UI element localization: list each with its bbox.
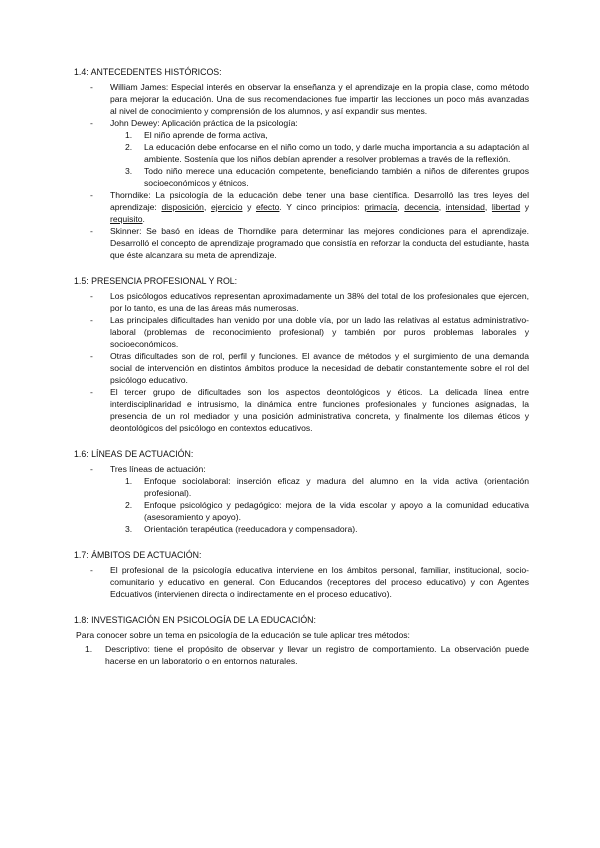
list-item: - El tercer grupo de dificultades son los aspectos deontológicos y éticos. La delicada línea entre interdisciplinaridad e intrusismo, la dinámica entre funciones profesionales y funciones asignadas, la presencia de un rol mediador y una posición administrativa concreta, y finalmente los dilemas éticos y deontológicos del psicólogo en contextos educativos. [74, 386, 529, 434]
item-number: 3. [125, 524, 133, 534]
numbered-item [74, 643, 529, 667]
item-number: 2. [125, 142, 133, 152]
item-text: Enfoque psicológico y pedagógico: mejora de la vida escolar y apoyo a la comunidad educativa (asesoramiento y apoyo). [144, 500, 529, 522]
lead-text: Tres líneas de actuación: [110, 464, 206, 474]
section-title: 1.4: ANTECEDENTES HISTÓRICOS: [74, 67, 222, 77]
list-item: - Las principales dificultades han venido por una doble vía, por un lado las relativas al estatus administrativo-laboral (problemas de reconocimiento profesional) y también por puros problemas laborales y socioeconómicos. [74, 314, 529, 350]
list-item [74, 463, 529, 535]
thorndike-text: Thorndike: La psicología de la educación debe tener una base científica. Desarrolló las tres leyes del aprendizaje: [110, 190, 529, 212]
numbered-item [110, 129, 529, 141]
item-number: 3. [125, 166, 133, 176]
item-text: Todo niño merece una educación competente, beneficiando también a niños de diferentes grupos socioeconómicos y étnicos. [144, 166, 529, 188]
section-title: 1.7: ÁMBITOS DE ACTUACIÓN: [74, 550, 202, 560]
bullet-list [74, 463, 529, 535]
item-number: 1. [125, 476, 133, 486]
list-item: - Los psicólogos educativos representan aproximadamente un 38% del total de los profesionales que ejercen, por lo tanto, es una de las áreas más numerosas. [74, 290, 529, 314]
numbered-item [110, 165, 529, 189]
dewey-text: John Dewey: Aplicación práctica de la psicología: [110, 118, 298, 128]
section-presencia [74, 275, 529, 434]
law-disposicion: disposición [161, 202, 204, 212]
thorndike-text-2: . Y cinco principios: [279, 202, 365, 212]
bullet-list [74, 564, 529, 600]
principle-primacia: primacía [364, 202, 398, 212]
bullet-list [74, 290, 529, 434]
law-ejercicio: ejercicio [210, 202, 243, 212]
numbered-list [110, 475, 529, 535]
list-item: - El profesional de la psicología educativa interviene en los ámbitos personal, familiar, institucional, socio-comunitario y educativo en general. Con Educandos (receptores del proceso educativo) y con Agentes Edcuativos (intervienen directa o indirectamente en el proceso educativo). [74, 564, 529, 600]
numbered-item [110, 523, 529, 535]
intro-text: Para conocer sobre un tema en psicología de la educación se tule aplicar tres métodos: [76, 630, 410, 640]
numbered-item [110, 475, 529, 499]
section-title: 1.5: PRESENCIA PROFESIONAL Y ROL: [74, 276, 238, 286]
item-text: Descriptivo: tiene el propósito de observar y llevar un registro de comportamiento. La observación puede hacerse en un laboratorio o en entornos naturales. [105, 644, 529, 666]
section-ambitos [74, 549, 529, 600]
list-item-skinner [74, 225, 529, 261]
item-number: 2. [125, 500, 133, 510]
section-title: 1.8: INVESTIGACIÓN EN PSICOLOGÍA DE LA EDUCACIÓN: [74, 615, 316, 625]
item-number: 1. [85, 644, 93, 654]
item-text: Orientación terapéutica (reeducadora y compensadora). [144, 524, 358, 534]
principle-decencia: decencia [404, 202, 439, 212]
list-item: - Otras dificultades son de rol, perfil y funciones. El avance de métodos y el surgimiento de una demanda social de intervención en distintos ámbitos produce la necesidad de debatir constantemente sobre el rol del psicólogo educativo. [74, 350, 529, 386]
list-item-james [74, 81, 529, 117]
numbered-list [110, 129, 529, 189]
bullet-list [74, 81, 529, 261]
principle-intensidad: intensidad [445, 202, 485, 212]
item-text: Enfoque sociolaboral: inserción eficaz y madura del alumno en la vida activa (orientación profesional). [144, 476, 529, 498]
item-text: El niño aprende de forma activa, [144, 130, 268, 140]
principle-requisito: requisito [110, 214, 143, 224]
law-efecto: efecto [255, 202, 280, 212]
numbered-list [74, 643, 529, 667]
principle-libertad: libertad [491, 202, 521, 212]
numbered-item [110, 141, 529, 165]
numbered-item [110, 499, 529, 523]
skinner-text: Skinner: Se basó en ideas de Thorndike para determinar las mejores condiciones para el aprendizaje. Desarrolló el concepto de aprendizaje programado que consistía en reforzar la conducta del estudiante, hasta que éste alcanzara su meta de aprendizaje. [110, 226, 529, 260]
list-item-thorndike: - Thorndike: La psicología de la educación debe tener una base científica. Desarrolló las tres leyes del aprendizaje: disposición, ejercicio y efecto. Y cinco principios: primacía, decencia, intensidad, libertad y requisito. [74, 189, 529, 225]
section-lineas [74, 448, 529, 535]
section-antecedentes [74, 66, 529, 261]
section-title: 1.6: LÍNEAS DE ACTUACIÓN: [74, 449, 194, 459]
section-investigacion [74, 614, 529, 667]
item-number: 1. [125, 130, 133, 140]
james-text: William James: Especial interés en observar la enseñanza y el aprendizaje en la propia clase, como método para mejorar la educación. Una de sus recomendaciones fue impartir las lecciones un poco más avanzadas al nivel de conocimiento y comprensión de los alumnos, y así expandir sus mentes. [110, 82, 529, 116]
item-text: La educación debe enfocarse en el niño como un todo, y darle mucha importancia a su adaptación al ambiente. Sostenía que los niños debían aprender a resolver problemas a través de la reflexión. [144, 142, 529, 164]
list-item-dewey [74, 117, 529, 189]
